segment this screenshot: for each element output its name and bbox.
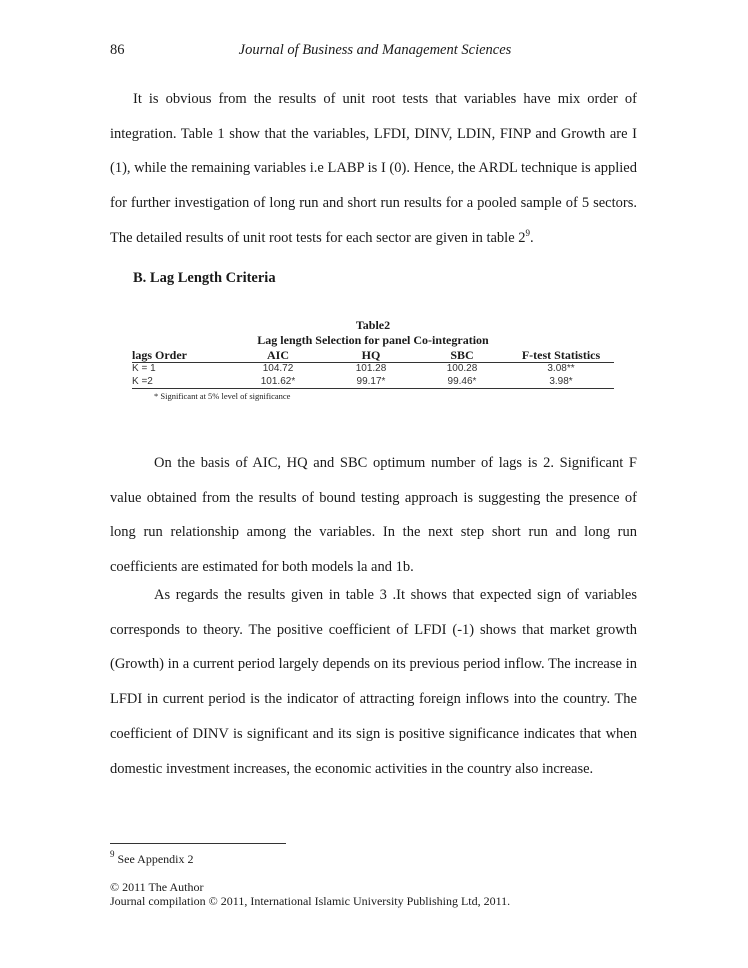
table-cell: 99.46* bbox=[416, 376, 508, 389]
copyright-block bbox=[110, 880, 510, 908]
table-cell: 101.62* bbox=[230, 376, 326, 389]
table-cell: K =2 bbox=[132, 376, 230, 389]
table-cell: 3.98* bbox=[508, 376, 614, 389]
table-row bbox=[132, 376, 614, 389]
section-heading: B. Lag Length Criteria bbox=[133, 270, 276, 286]
table-subtitle: Lag length Selection for panel Co-integration bbox=[257, 333, 489, 347]
paragraph-unit-root-end: . bbox=[530, 229, 534, 246]
footnote-number: 9 bbox=[110, 849, 115, 859]
table-header-row bbox=[132, 349, 614, 363]
table-cell: K = 1 bbox=[132, 363, 156, 374]
lag-length-table bbox=[132, 349, 614, 389]
paragraph-lag-selection: On the basis of AIC, HQ and SBC optimum number of lags is 2. Significant F value obtained from the results of bound testing approach is suggesting the presence of long run relationship among the variables. In the next step short run and long run coefficients are estimated for both models la and 1b. bbox=[110, 455, 637, 576]
footnote-reference[interactable]: 9 bbox=[525, 227, 531, 238]
footnote-divider bbox=[110, 843, 286, 844]
copyright-author: © 2011 The Author bbox=[110, 880, 204, 894]
table-cell: 101.28 bbox=[355, 363, 387, 374]
table-cell: 99.17* bbox=[326, 376, 416, 389]
page-number: 86 bbox=[110, 42, 125, 58]
page-header bbox=[110, 42, 640, 62]
col-header-hq: HQ bbox=[326, 349, 416, 363]
table-row bbox=[132, 363, 614, 376]
table-title: Table2 bbox=[355, 318, 391, 332]
table-cell: 3.08** bbox=[547, 363, 575, 374]
lag-length-table-block bbox=[132, 318, 614, 403]
copyright-journal: Journal compilation © 2011, International Islamic University Publishing Ltd, 2011. bbox=[110, 894, 511, 908]
footnote-text: See Appendix 2 bbox=[114, 852, 194, 866]
paragraph-unit-root-text: It is obvious from the results of unit root tests that variables have mix order of integration. Table 1 show that the variables, LFDI, DINV, LDIN, FINP and Growth are I (1), while the remaining variables i.e LABP is I (0). Hence, the ARDL technique is applied for further investigation of long run and short run results for a pooled sample of 5 sectors. The detailed results of unit root tests for each sector are given in table 2 bbox=[110, 91, 637, 246]
col-header-lags-order: lags Order bbox=[132, 349, 230, 363]
table-cell: 104.72 bbox=[262, 363, 294, 374]
paragraph-table3-results: As regards the results given in table 3 .It shows that expected sign of variables corresponds to theory. The positive coefficient of LFDI (-1) shows that market growth (Growth) in a current period largely depends on its previous period inflow. The increase in LFDI in current period is the indicator of attracting foreign inflows into the country. The coefficient of DINV is significant and its sign is positive significance indicates that when domestic investment increases, the economic activities in the country also increase. bbox=[110, 587, 637, 777]
col-header-aic: AIC bbox=[230, 349, 326, 363]
table-note: * Significant at 5% level of significance bbox=[154, 391, 291, 401]
col-header-sbc: SBC bbox=[416, 349, 508, 363]
paragraph-unit-root bbox=[110, 82, 637, 256]
journal-title: Journal of Business and Management Sciences bbox=[238, 42, 512, 58]
table-cell: 100.28 bbox=[446, 363, 478, 374]
footnote bbox=[110, 849, 194, 867]
col-header-f-test: F-test Statistics bbox=[508, 349, 614, 363]
